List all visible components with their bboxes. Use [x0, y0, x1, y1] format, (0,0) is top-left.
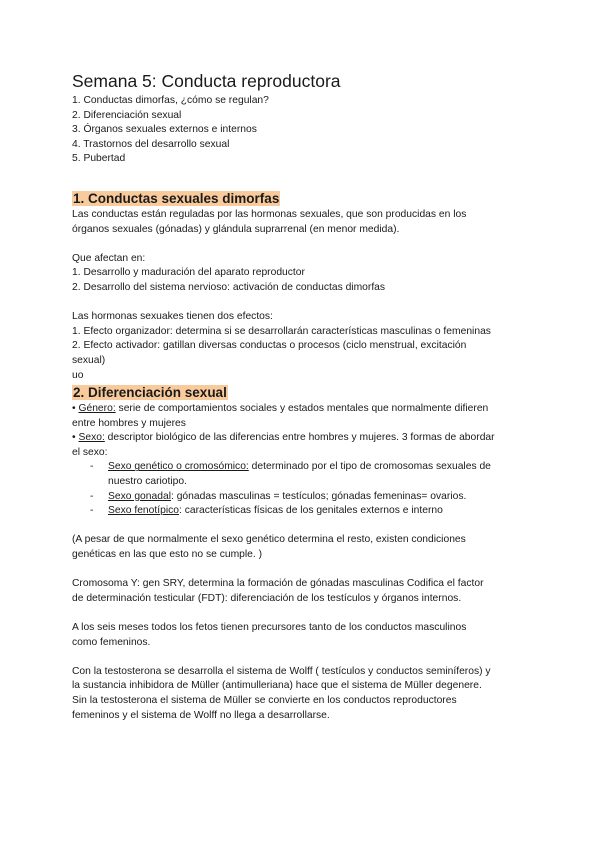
- paragraph-line: la sustancia inhibidora de Müller (antimulleriana) hace que el sistema de Müller degenere.: [72, 680, 482, 692]
- list-item: sexual): [72, 354, 106, 366]
- paragraph-line: Que afectan en:: [72, 252, 146, 264]
- paragraph-line: Con la testosterona se desarrolla el sistema de Wolff ( testículos y conductos seminíferos) y: [72, 665, 491, 677]
- section-2-heading: 2. Diferenciación sexual: [73, 385, 227, 401]
- list-item: 2. Desarrollo del sistema nervioso: activación de conductas dimorfas: [72, 281, 386, 293]
- list-item: 1. Desarrollo y maduración del aparato reproductor: [72, 267, 305, 279]
- toc-item: 4. Trastornos del desarrollo sexual: [72, 138, 230, 150]
- paragraph-line: A los seis meses todos los fetos tienen precursores tanto de los conductos masculinos: [72, 622, 467, 633]
- paragraph-line: Sin la testosterona el sistema de Müller se convierte en los conductos reproductores: [72, 694, 457, 706]
- paragraph-line: Las conductas están reguladas por las hormonas sexuales, que son producidas en los: [72, 208, 467, 220]
- sub-bullet-gonadal: - Sexo gonadal: gónadas masculinas = testículos; gónadas femeninas= ovarios.: [90, 490, 467, 502]
- section-1-heading: 1. Conductas sexuales dimorfas: [73, 190, 280, 206]
- definition-sexo: • Sexo: descriptor biológico de las diferencias entre hombres y mujeres. 3 formas de abordar: [72, 432, 495, 444]
- paragraph-line: entre hombres y mujeres: [72, 417, 186, 429]
- definition-genero: • Género: serie de comportamientos sociales y estados mentales que normalmente difieren: [72, 403, 489, 415]
- paragraph-line: genéticas en las que esto no se cumple. ): [72, 549, 263, 561]
- sub-bullet-fenotipico: - Sexo fenotípico: características físicas de los genitales externos e interno: [90, 505, 443, 517]
- list-item: 1. Efecto organizador: determina si se desarrollarán características masculinas o femeninas: [72, 325, 491, 337]
- sub-bullet-genetico: - Sexo genético o cromosómico: determinado por el tipo de cromosomas sexuales de: [90, 461, 491, 473]
- toc-item: 5. Pubertad: [72, 153, 126, 165]
- paragraph-line: el sexo:: [72, 446, 108, 458]
- paragraph-line: Cromosoma Y: gen SRY, determina la formación de gónadas masculinas Codifica el factor: [72, 578, 484, 590]
- paragraph-line: femeninos y el sistema de Wolff no llega a desarrollarse.: [72, 709, 330, 721]
- sub-bullet-continuation: nuestro cariotipo.: [108, 476, 187, 488]
- stray-text: uo: [72, 369, 84, 381]
- paragraph-line: (A pesar de que normalmente el sexo genético determina el resto, existen condiciones: [72, 534, 466, 546]
- document-page: [72, 70, 532, 723]
- page-title: Semana 5: Conducta reproductora: [72, 71, 341, 91]
- paragraph-line: como femeninos.: [72, 636, 151, 648]
- paragraph-line: Las hormonas sexuakes tienen dos efectos:: [72, 311, 273, 323]
- list-item: 2. Efecto activador: gatillan diversas conductas o procesos (ciclo menstrual, excitación: [72, 340, 467, 352]
- toc-item: 2. Diferenciación sexual: [72, 109, 182, 121]
- toc-item: 3. Órganos sexuales externos e internos: [72, 124, 257, 136]
- paragraph-line: de determinación testicular (FDT): diferenciación de los testículos y órganos internos.: [72, 592, 462, 604]
- toc-item: 1. Conductas dimorfas, ¿cómo se regulan?: [72, 95, 269, 106]
- paragraph-line: órganos sexuales (gónadas) y glándula suprarrenal (en menor medida).: [72, 223, 400, 235]
